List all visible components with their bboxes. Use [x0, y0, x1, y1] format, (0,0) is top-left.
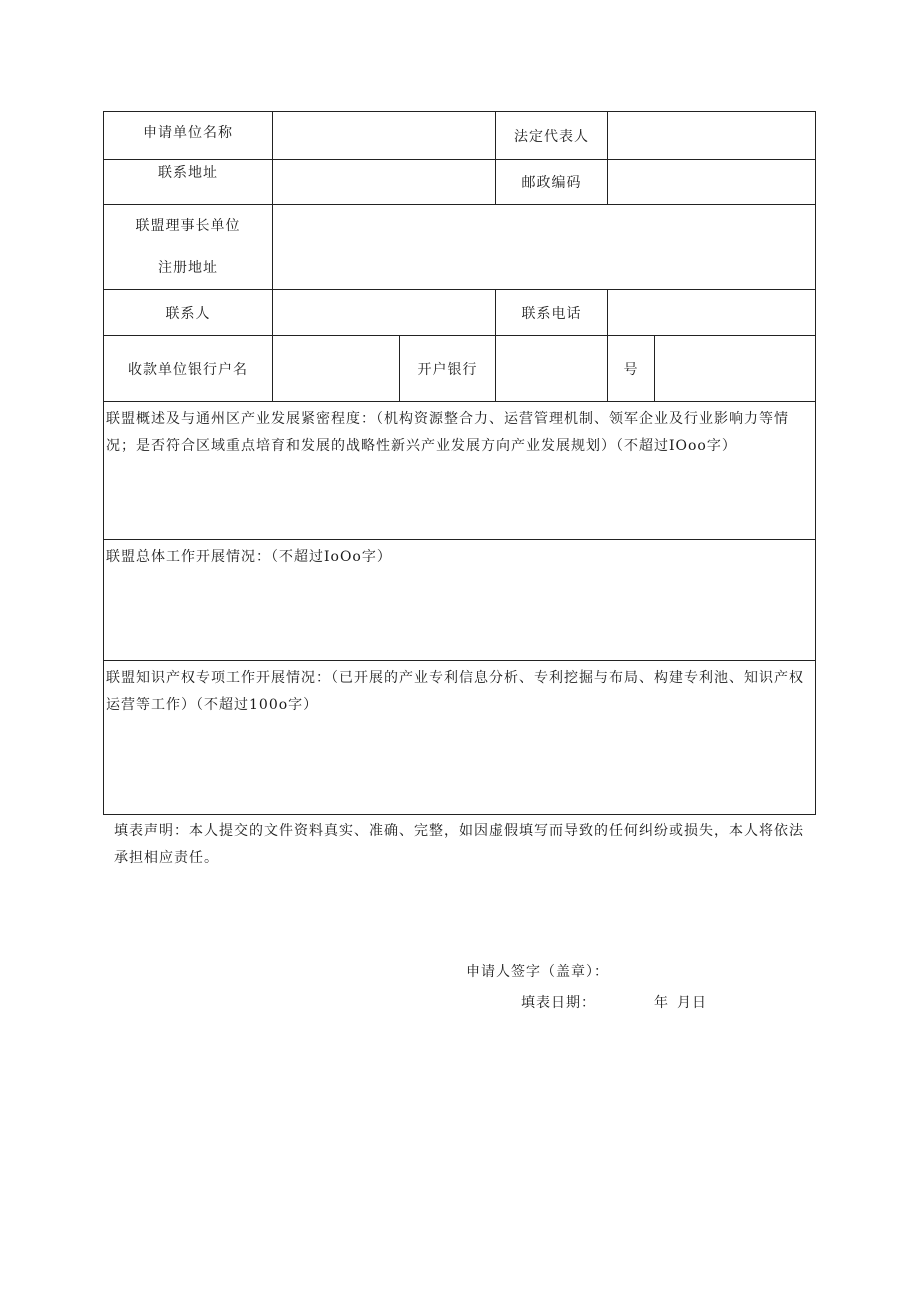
applicant-unit-field[interactable] — [273, 112, 496, 160]
date-line[interactable] — [521, 992, 707, 1012]
row-overview — [104, 402, 816, 540]
chair-unit-field[interactable] — [273, 205, 816, 290]
overview-field[interactable]: 联盟概述及与通州区产业发展紧密程度：（机构资源整合力、运营管理机制、领军企业及行业影响力等情况；是否符合区域重点培育和发展的战略性新兴产业发展方向产业发展规划）（不超过IOoo字） — [104, 402, 816, 540]
row-applicant — [104, 112, 816, 160]
row-contact — [104, 290, 816, 336]
work-field[interactable]: 联盟总体工作开展情况：（不超过IoOo字） — [104, 540, 816, 661]
account-no-label: 号 — [608, 336, 655, 402]
bank-field[interactable] — [496, 336, 608, 402]
row-ip — [104, 661, 816, 815]
chair-unit-label: 联盟理事长单位 — [135, 218, 241, 234]
chair-unit-label-cell — [104, 205, 273, 290]
ip-field[interactable]: 联盟知识产权专项工作开展情况：（已开展的产业专利信息分析、专利挖掘与布局、构建专利池、知识产权运营等工作）（不超过100o字） — [104, 661, 816, 815]
legal-rep-label: 法定代表人 — [496, 112, 608, 160]
phone-field[interactable] — [608, 290, 816, 336]
signature-line[interactable] — [466, 961, 609, 981]
application-form-table — [103, 111, 816, 815]
legal-rep-field[interactable] — [608, 112, 816, 160]
applicant-unit-label: 申请单位名称 — [104, 112, 273, 160]
row-address — [104, 160, 816, 205]
month-label: 月 — [677, 995, 692, 1011]
row-work — [104, 540, 816, 661]
postal-code-label: 邮政编码 — [496, 160, 608, 205]
payee-name-field[interactable] — [273, 336, 400, 402]
address-field[interactable] — [273, 160, 496, 205]
bank-label: 开户银行 — [400, 336, 496, 402]
day-label: 日 — [692, 995, 707, 1011]
contact-label: 联系人 — [104, 290, 273, 336]
row-chair-unit — [104, 205, 816, 290]
contact-field[interactable] — [273, 290, 496, 336]
year-label: 年 — [654, 995, 669, 1011]
account-no-field[interactable] — [655, 336, 816, 402]
signature-label: 申请人签字（盖章）： — [466, 964, 609, 980]
row-bank — [104, 336, 816, 402]
payee-name-label: 收款单位银行户名 — [104, 336, 273, 402]
phone-label: 联系电话 — [496, 290, 608, 336]
date-label: 填表日期： — [521, 995, 596, 1011]
postal-code-field[interactable] — [608, 160, 816, 205]
address-label: 联系地址 — [104, 160, 273, 205]
registered-address-label: 注册地址 — [158, 260, 218, 276]
declaration-text: 填表声明：本人提交的文件资料真实、准确、完整，如因虚假填写而导致的任何纠纷或损失，本人将依法承担相应责任。 — [114, 823, 804, 866]
